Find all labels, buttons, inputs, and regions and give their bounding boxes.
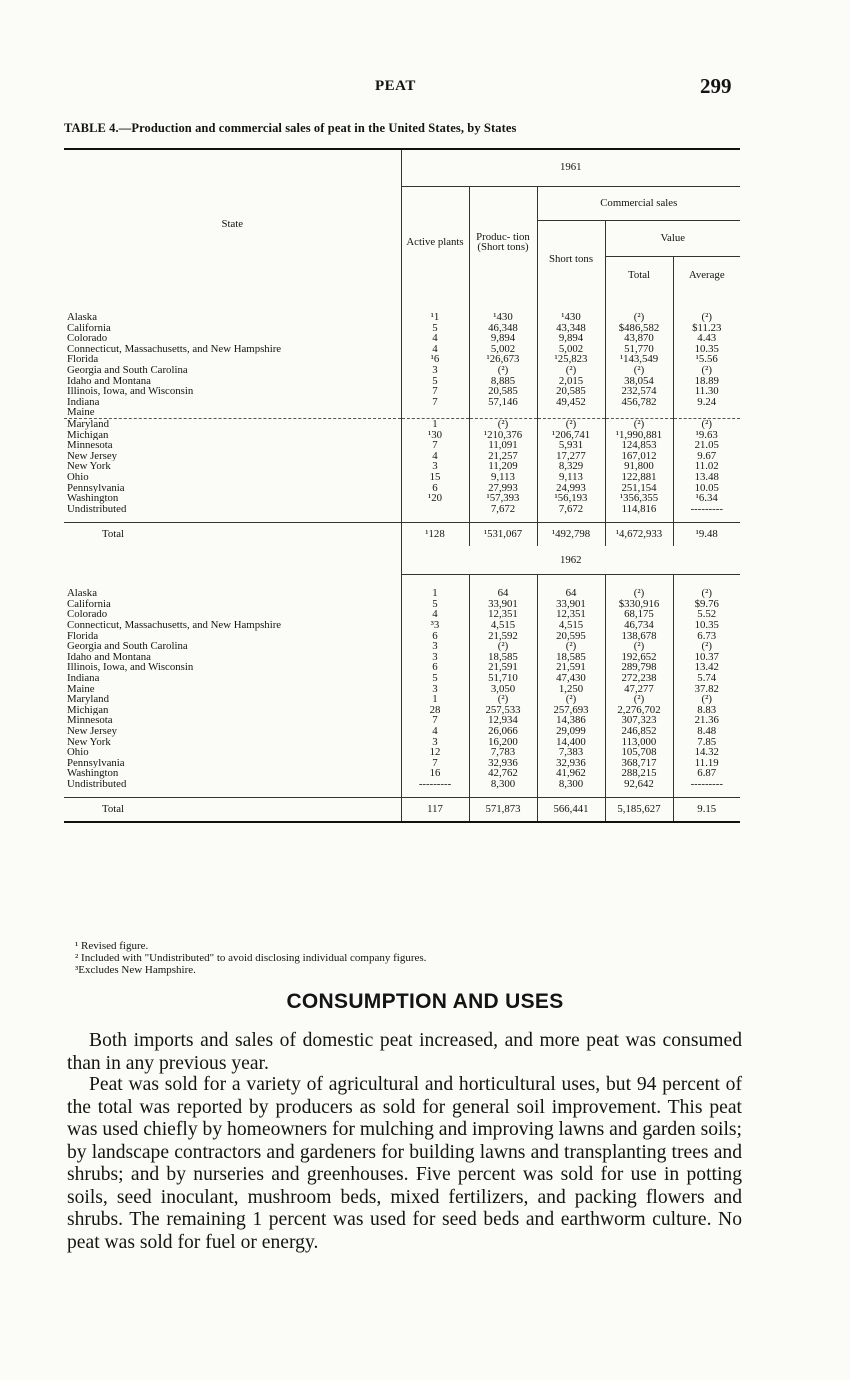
short-tons-cell: ¹492,798 <box>537 522 605 546</box>
active-plants-cell: 5 <box>401 323 469 334</box>
average-value-cell: 5.52 <box>673 609 740 620</box>
state-cell: Alaska <box>67 312 97 323</box>
total-value-cell: ¹143,549 <box>605 354 673 365</box>
average-value-cell: 5.74 <box>673 673 740 684</box>
state-cell: Georgia and South Carolina <box>67 364 188 376</box>
total-value-cell: 192,652 <box>605 652 673 663</box>
short-tons-cell: 2,015 <box>537 376 605 387</box>
production-cell: 8,300 <box>469 779 537 790</box>
average-value-cell: 9.24 <box>673 397 740 408</box>
short-tons-cell: ¹25,823 <box>537 354 605 365</box>
state-cell: Georgia and South Carolina <box>67 641 188 652</box>
total-value-cell: $486,582 <box>605 323 673 334</box>
short-tons-cell: (²) <box>537 365 605 376</box>
production-cell: 11,209 <box>469 461 537 472</box>
average-value-cell: (²) <box>673 365 740 376</box>
total-value-cell: 251,154 <box>605 483 673 494</box>
average-value-cell: 6.73 <box>673 631 740 642</box>
active-plants-cell: ¹6 <box>401 354 469 365</box>
short-tons-cell: 9,894 <box>537 333 605 344</box>
active-plants-cell: 7 <box>401 397 469 408</box>
active-plants-cell: ¹30 <box>401 430 469 441</box>
total-value-cell: 246,852 <box>605 726 673 737</box>
production-cell: 18,585 <box>469 652 537 663</box>
total-value-cell: 2,276,702 <box>605 705 673 716</box>
short-tons-cell: 12,351 <box>537 609 605 620</box>
active-plants-cell: 4 <box>401 451 469 462</box>
total-value-cell: 38,054 <box>605 376 673 387</box>
average-value-cell: 13.42 <box>673 662 740 673</box>
total-value-cell: 368,717 <box>605 758 673 769</box>
production-header: Produc- tion (Short tons) <box>469 186 537 298</box>
total-row <box>64 798 740 822</box>
active-plants-cell: 12 <box>401 747 469 758</box>
short-tons-cell: 1,250 <box>537 684 605 695</box>
average-value-cell: ¹6.34 <box>673 493 740 504</box>
production-cell: (²) <box>469 418 537 429</box>
average-value-cell: 9.15 <box>673 798 740 822</box>
table-row <box>64 726 740 737</box>
production-cell: 51,710 <box>469 673 537 684</box>
short-tons-cell: 20,585 <box>537 386 605 397</box>
short-tons-cell: 29,099 <box>537 726 605 737</box>
short-tons-cell: 32,936 <box>537 758 605 769</box>
short-tons-cell: 8,300 <box>537 779 605 790</box>
active-plants-cell: 16 <box>401 768 469 779</box>
state-cell: Florida <box>67 354 99 365</box>
total-value-cell: ¹356,355 <box>605 493 673 504</box>
average-value-cell: 6.87 <box>673 768 740 779</box>
short-tons-cell: 7,383 <box>537 747 605 758</box>
short-tons-cell: 47,430 <box>537 673 605 684</box>
average-value-cell: ¹9.48 <box>673 522 740 546</box>
state-cell: Colorado <box>67 609 108 621</box>
production-cell: ¹531,067 <box>469 522 537 546</box>
short-tons-cell: (²) <box>537 694 605 705</box>
production-cell: ¹430 <box>469 312 537 323</box>
total-value-cell: 47,277 <box>605 684 673 695</box>
active-plants-cell: 5 <box>401 673 469 684</box>
value-header: Value <box>605 220 740 256</box>
active-plants-cell: 7 <box>401 758 469 769</box>
average-value-cell: 10.37 <box>673 652 740 663</box>
section-heading: CONSUMPTION AND USES <box>286 990 564 1013</box>
production-cell: 12,934 <box>469 715 537 726</box>
total-value-cell: $330,916 <box>605 599 673 610</box>
production-cell: ¹210,376 <box>469 430 537 441</box>
short-tons-cell: 20,595 <box>537 631 605 642</box>
average-value-cell: 8.48 <box>673 726 740 737</box>
active-plants-cell: 6 <box>401 483 469 494</box>
production-cell: 21,592 <box>469 631 537 642</box>
total-value-cell: 288,215 <box>605 768 673 779</box>
production-cell: (²) <box>469 641 537 652</box>
active-plants-cell <box>401 504 469 515</box>
body-paragraph: Both imports and sales of domestic peat increased, and more peat was consumed than in any previous year. <box>67 1030 742 1074</box>
average-value-cell: ¹9.63 <box>673 430 740 441</box>
page-header <box>0 74 850 104</box>
total-value-cell: 307,323 <box>605 715 673 726</box>
state-cell: Alaska <box>67 588 97 599</box>
active-plants-cell: 3 <box>401 461 469 472</box>
active-plants-cell: ³3 <box>401 620 469 631</box>
table-row <box>64 472 740 483</box>
active-plants-cell: 3 <box>401 652 469 663</box>
active-plants-cell: 4 <box>401 609 469 620</box>
short-tons-header: Short tons <box>537 220 605 298</box>
table-row <box>64 504 740 515</box>
production-cell: 9,894 <box>469 333 537 344</box>
average-value-cell: $9.76 <box>673 599 740 610</box>
short-tons-cell: 14,400 <box>537 737 605 748</box>
active-plants-cell: ¹1 <box>401 312 469 323</box>
production-cell: ¹57,393 <box>469 493 537 504</box>
total-value-cell: 272,238 <box>605 673 673 684</box>
short-tons-cell: 8,329 <box>537 461 605 472</box>
average-value-cell: 10.35 <box>673 344 740 355</box>
production-cell: 571,873 <box>469 798 537 822</box>
active-plants-cell: 5 <box>401 599 469 610</box>
state-cell: New Jersey <box>67 450 118 462</box>
active-plants-cell: 3 <box>401 737 469 748</box>
active-plants-header: Active plants <box>401 186 469 298</box>
footnote: ² Included with "Undistributed" to avoid disclosing individual company figures. <box>75 952 427 964</box>
average-value-cell: 11.30 <box>673 386 740 397</box>
state-cell: Pennsylvania <box>67 757 125 769</box>
total-value-cell: 43,870 <box>605 333 673 344</box>
average-value-cell: 10.35 <box>673 620 740 631</box>
peat-production-table <box>64 148 740 823</box>
active-plants-cell: 3 <box>401 365 469 376</box>
total-value-cell: ¹4,672,933 <box>605 522 673 546</box>
total-value-cell: 456,782 <box>605 397 673 408</box>
active-plants-cell: 6 <box>401 662 469 673</box>
total-label: Total <box>64 798 401 822</box>
state-cell: Washington <box>67 493 119 504</box>
state-cell: Ohio <box>67 471 89 483</box>
state-cell: Michigan <box>67 704 109 716</box>
state-cell: Colorado <box>67 333 108 344</box>
short-tons-cell: 24,993 <box>537 483 605 494</box>
active-plants-cell <box>401 407 469 418</box>
state-cell: New Jersey <box>67 726 118 737</box>
state-cell: Indiana <box>67 396 100 408</box>
total-value-cell <box>605 407 673 418</box>
short-tons-cell: 41,962 <box>537 768 605 779</box>
short-tons-cell: ¹430 <box>537 312 605 323</box>
active-plants-cell: 6 <box>401 631 469 642</box>
average-value-cell: (²) <box>673 312 740 323</box>
state-cell: California <box>67 598 111 610</box>
active-plants-cell: 1 <box>401 588 469 599</box>
table-row <box>64 312 740 323</box>
state-cell: Washington <box>67 768 119 779</box>
total-value-cell: (²) <box>605 641 673 652</box>
state-cell: Undistributed <box>67 778 127 790</box>
short-tons-cell: (²) <box>537 418 605 429</box>
short-tons-cell: 9,113 <box>537 472 605 483</box>
active-plants-cell: ¹128 <box>401 522 469 546</box>
short-tons-cell: 5,002 <box>537 344 605 355</box>
total-value-cell: 46,734 <box>605 620 673 631</box>
active-plants-cell: 7 <box>401 386 469 397</box>
production-cell: 4,515 <box>469 620 537 631</box>
active-plants-cell: 15 <box>401 472 469 483</box>
production-cell: 20,585 <box>469 386 537 397</box>
short-tons-cell: 5,931 <box>537 440 605 451</box>
table-row <box>64 779 740 790</box>
active-plants-cell: 4 <box>401 344 469 355</box>
short-tons-cell: ¹206,741 <box>537 430 605 441</box>
average-value-cell: 21.36 <box>673 715 740 726</box>
table-row <box>64 365 740 376</box>
state-cell: Illinois, Iowa, and Wisconsin <box>67 662 194 674</box>
total-value-header: Total <box>605 256 673 294</box>
production-cell: 8,885 <box>469 376 537 387</box>
state-cell: Illinois, Iowa, and Wisconsin <box>67 386 194 397</box>
short-tons-cell: ¹56,193 <box>537 493 605 504</box>
state-cell: Minnesota <box>67 440 113 451</box>
state-cell: California <box>67 322 111 334</box>
production-cell: 16,200 <box>469 737 537 748</box>
average-value-cell: 10.05 <box>673 483 740 494</box>
commercial-sales-header: Commercial sales <box>537 186 740 220</box>
short-tons-cell: 49,452 <box>537 397 605 408</box>
short-tons-cell: 64 <box>537 588 605 599</box>
short-tons-cell: (²) <box>537 641 605 652</box>
state-cell: Maryland <box>67 694 109 705</box>
average-value-cell: --------- <box>673 779 740 790</box>
average-value-cell: (²) <box>673 641 740 652</box>
average-value-cell: 13.48 <box>673 472 740 483</box>
short-tons-cell <box>537 407 605 418</box>
total-value-cell: ¹1,990,881 <box>605 430 673 441</box>
active-plants-cell: 7 <box>401 440 469 451</box>
average-value-header: Average <box>673 256 740 294</box>
average-value-cell: (²) <box>673 588 740 599</box>
average-value-cell: 8.83 <box>673 705 740 716</box>
average-value-cell: ¹5.56 <box>673 354 740 365</box>
short-tons-cell: 21,591 <box>537 662 605 673</box>
total-value-cell: 113,000 <box>605 737 673 748</box>
short-tons-cell: 566,441 <box>537 798 605 822</box>
total-value-cell: (²) <box>605 418 673 429</box>
year-header: 1962 <box>401 546 740 574</box>
short-tons-cell: 257,693 <box>537 705 605 716</box>
production-cell: 42,762 <box>469 768 537 779</box>
production-cell: (²) <box>469 694 537 705</box>
production-cell: 3,050 <box>469 684 537 695</box>
table-row <box>64 397 740 408</box>
production-cell <box>469 407 537 418</box>
production-cell: 33,901 <box>469 599 537 610</box>
total-value-cell: 122,881 <box>605 472 673 483</box>
production-cell: 64 <box>469 588 537 599</box>
state-cell: Idaho and Montana <box>67 651 151 663</box>
production-cell: 46,348 <box>469 323 537 334</box>
production-cell: 5,002 <box>469 344 537 355</box>
average-value-cell: $11.23 <box>673 323 740 334</box>
state-cell: Maryland <box>67 418 109 430</box>
production-cell: 11,091 <box>469 440 537 451</box>
state-cell: Minnesota <box>67 715 113 726</box>
state-cell: Idaho and Montana <box>67 375 151 387</box>
active-plants-cell: ¹20 <box>401 493 469 504</box>
production-cell: ¹26,673 <box>469 354 537 365</box>
total-value-cell: 289,798 <box>605 662 673 673</box>
short-tons-cell: 17,277 <box>537 451 605 462</box>
total-value-cell: 5,185,627 <box>605 798 673 822</box>
production-cell: 27,993 <box>469 483 537 494</box>
average-value-cell: 21.05 <box>673 440 740 451</box>
total-value-cell: 91,800 <box>605 461 673 472</box>
year-header: 1961 <box>401 150 740 186</box>
production-cell: 21,257 <box>469 451 537 462</box>
state-cell: New York <box>67 736 111 748</box>
average-value-cell: 18.89 <box>673 376 740 387</box>
body-paragraph: Peat was sold for a variety of agricultural and horticultural uses, but 94 percent of the total was reported by producers as sold for general soil improvement. This peat was used chiefly by homeowners for mulching and improving lawns and garden soils; by landscape contractors and gardeners for building lawns and transplanting trees and shrubs; and by nurseries and greenhouses. Five percent was sold for use in potting soils, seed inoculant, mushroom beds, mixed fertilizers, and packing flowers and shrubs. The remaining 1 percent was used for seed beds and earthworm culture. No peat was sold for fuel or energy. <box>67 1074 742 1253</box>
footnote: ¹ Revised figure. <box>75 940 149 952</box>
active-plants-cell: 1 <box>401 694 469 705</box>
state-cell: Ohio <box>67 747 89 758</box>
state-column-header: State <box>221 217 244 230</box>
table-row <box>64 407 740 418</box>
total-value-cell: 124,853 <box>605 440 673 451</box>
state-cell: Maine <box>67 407 95 419</box>
total-value-cell: (²) <box>605 694 673 705</box>
average-value-cell: 11.19 <box>673 758 740 769</box>
state-cell: Pennsylvania <box>67 482 125 494</box>
state-cell: Florida <box>67 630 99 642</box>
state-cell: Michigan <box>67 429 109 441</box>
average-value-cell: 11.02 <box>673 461 740 472</box>
state-cell: Undistributed <box>67 503 127 515</box>
short-tons-cell: 18,585 <box>537 652 605 663</box>
average-value-cell: (²) <box>673 418 740 429</box>
average-value-cell: 37.82 <box>673 684 740 695</box>
active-plants-cell: 3 <box>401 684 469 695</box>
total-label: Total <box>64 522 401 546</box>
production-cell: 32,936 <box>469 758 537 769</box>
active-plants-cell: --------- <box>401 779 469 790</box>
total-value-cell: (²) <box>605 312 673 323</box>
total-value-cell: (²) <box>605 365 673 376</box>
production-cell: 9,113 <box>469 472 537 483</box>
average-value-cell <box>673 407 740 418</box>
average-value-cell: 4.43 <box>673 333 740 344</box>
active-plants-cell: 4 <box>401 726 469 737</box>
state-cell: Connecticut, Massachusetts, and New Hampshire <box>67 620 282 631</box>
total-value-cell: 167,012 <box>605 451 673 462</box>
state-cell: New York <box>67 461 111 472</box>
total-value-cell: (²) <box>605 588 673 599</box>
active-plants-cell: 3 <box>401 641 469 652</box>
production-cell: 7,783 <box>469 747 537 758</box>
active-plants-cell: 117 <box>401 798 469 822</box>
total-value-cell: 114,816 <box>605 504 673 515</box>
short-tons-cell: 43,348 <box>537 323 605 334</box>
active-plants-cell: 1 <box>401 418 469 429</box>
production-cell: 12,351 <box>469 609 537 620</box>
active-plants-cell: 5 <box>401 376 469 387</box>
active-plants-cell: 7 <box>401 715 469 726</box>
average-value-cell: 7.85 <box>673 737 740 748</box>
total-value-cell: 232,574 <box>605 386 673 397</box>
running-title: PEAT <box>375 78 416 94</box>
total-value-cell: 138,678 <box>605 631 673 642</box>
state-cell: Maine <box>67 683 95 695</box>
total-value-cell: 92,642 <box>605 779 673 790</box>
production-cell: 7,672 <box>469 504 537 515</box>
table-row <box>64 418 740 429</box>
total-value-cell: 51,770 <box>605 344 673 355</box>
short-tons-cell: 7,672 <box>537 504 605 515</box>
total-row <box>64 522 740 546</box>
short-tons-cell: 14,386 <box>537 715 605 726</box>
total-value-cell: 105,708 <box>605 747 673 758</box>
production-cell: (²) <box>469 365 537 376</box>
state-cell: Connecticut, Massachusetts, and New Hampshire <box>67 343 282 355</box>
average-value-cell: --------- <box>673 504 740 515</box>
active-plants-cell: 4 <box>401 333 469 344</box>
state-cell: Indiana <box>67 673 100 684</box>
footnotes <box>75 940 426 976</box>
average-value-cell: 14.32 <box>673 747 740 758</box>
page-number: 299 <box>700 74 732 98</box>
table-title: TABLE 4.—Production and commercial sales of peat in the United States, by States <box>64 121 517 135</box>
footnote: ³Excludes New Hampshire. <box>75 964 196 976</box>
average-value-cell: 9.67 <box>673 451 740 462</box>
short-tons-cell: 33,901 <box>537 599 605 610</box>
active-plants-cell: 28 <box>401 705 469 716</box>
average-value-cell: (²) <box>673 694 740 705</box>
production-cell: 26,066 <box>469 726 537 737</box>
production-cell: 257,533 <box>469 705 537 716</box>
total-value-cell: 68,175 <box>605 609 673 620</box>
short-tons-cell: 4,515 <box>537 620 605 631</box>
production-cell: 21,591 <box>469 662 537 673</box>
production-cell: 57,146 <box>469 397 537 408</box>
